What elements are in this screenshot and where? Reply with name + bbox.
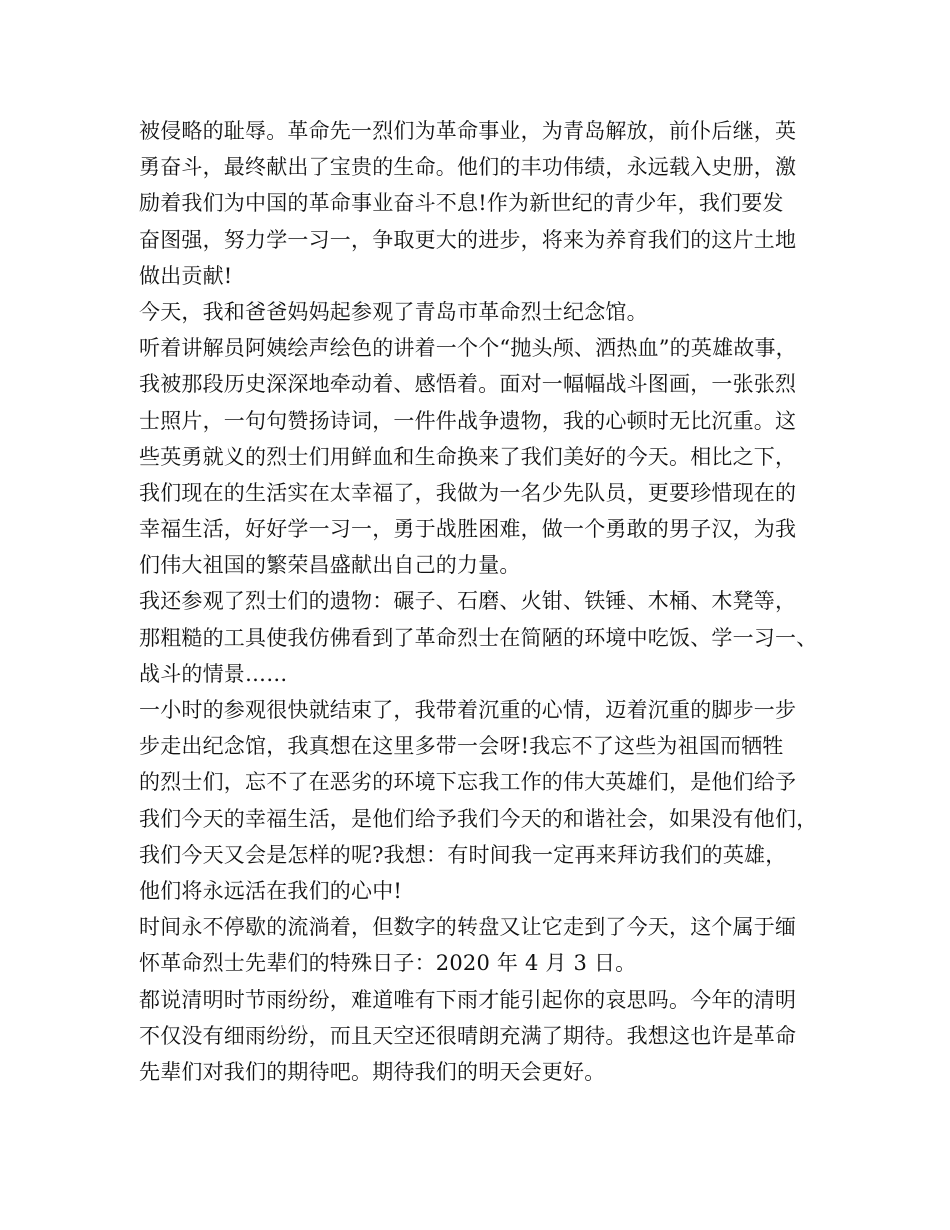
text-line: 时间永不停歇的流淌着，但数字的转盘又让它走到了今天，这个属于缅 — [139, 915, 797, 940]
text-line: 励着我们为中国的革命事业奋斗不息!作为新世纪的青少年，我们要发 — [139, 191, 784, 216]
text-line: 奋图强，努力学一习一，争取更大的进步，将来为养育我们的这片土地 — [139, 227, 797, 252]
text-line: 先辈们对我们的期待吧。期待我们的明天会更好。 — [139, 1059, 606, 1084]
text-line: 勇奋斗，最终献出了宝贵的生命。他们的丰功伟绩，永远载入史册，激 — [139, 155, 797, 180]
text-line: 战斗的情景…… — [139, 661, 288, 686]
text-line: 我们今天又会是怎样的呢?我想：有时间我一定再来拜访我们的英雄， — [139, 842, 787, 867]
body-text — [139, 113, 839, 1090]
text-line: 们伟大祖国的繁荣昌盛献出自己的力量。 — [139, 553, 521, 578]
text-line: 听着讲解员阿姨绘声绘色的讲着一个个“抛头颅、洒热血”的英雄故事， — [139, 336, 797, 361]
text-line: 不仅没有细雨纷纷，而且天空还很晴朗充满了期待。我想这也许是革命 — [139, 1023, 797, 1048]
text-line: 一小时的参观很快就结束了，我带着沉重的心情，迈着沉重的脚步一步 — [139, 698, 797, 722]
text-line: 些英勇就义的烈士们用鲜血和生命换来了我们美好的今天。相比之下， — [139, 444, 797, 469]
text-line: 那粗糙的工具使我仿佛看到了革命烈士在简陋的环境中吃饭、学一习一、 — [139, 625, 818, 650]
text-line: 他们将永远活在我们的心中! — [139, 878, 403, 903]
text-line: 今天，我和爸爸妈妈起参观了青岛市革命烈士纪念馆。 — [139, 299, 648, 324]
text-line: 被侵略的耻辱。革命先一烈们为革命事业，为青岛解放，前仆后继，英 — [139, 119, 797, 143]
text-line: 我被那段历史深深地牵动着、感悟着。面对一幅幅战斗图画，一张张烈 — [139, 372, 797, 397]
text-line: 步走出纪念馆，我真想在这里多带一会呀!我忘不了这些为祖国而牺牲 — [139, 734, 784, 759]
text-line: 士照片，一句句赞扬诗词，一件件战争遗物，我的心顿时无比沉重。这 — [139, 408, 797, 433]
text-line: 的烈士们，忘不了在恶劣的环境下忘我工作的伟大英雄们，是他们给予 — [139, 770, 797, 795]
text-line: 做出贡献! — [139, 263, 233, 288]
text-line: 我还参观了烈士们的遗物：碾子、石磨、火钳、铁锤、木桶、木凳等， — [139, 589, 797, 614]
text-line: 我们现在的生活实在太幸福了，我做为一名少先队员，更要珍惜现在的 — [139, 480, 797, 505]
text-line: 怀革命烈士先辈们的特殊日子：2020 年 4 月 3 日。 — [139, 951, 637, 976]
text-line: 我们今天的幸福生活，是他们给予我们今天的和谐社会，如果没有他们， — [139, 806, 818, 831]
text-line: 幸福生活，好好学一习一，勇于战胜困难，做一个勇敢的男子汉，为我 — [139, 517, 797, 542]
text-line: 都说清明时节雨纷纷，难道唯有下雨才能引起你的哀思吗。今年的清明 — [139, 987, 797, 1012]
